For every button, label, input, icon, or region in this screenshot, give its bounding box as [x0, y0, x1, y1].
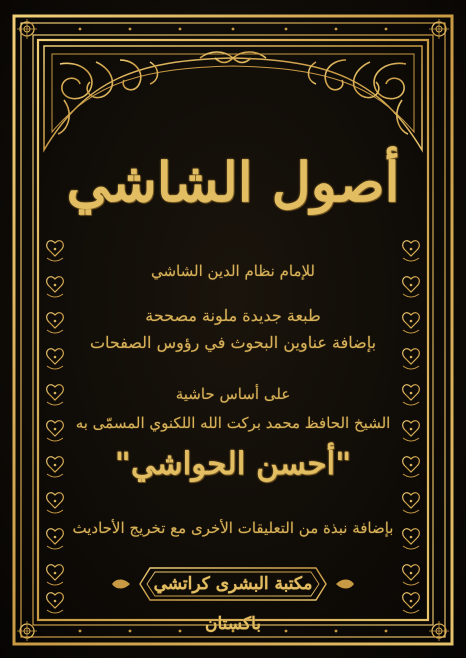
- author-line: للإمام نظام الدين الشاشي: [150, 262, 316, 280]
- outer-frame: [14, 16, 452, 644]
- publisher-name: مكتبة البشرى كراتشي باكستان: [153, 574, 313, 634]
- edition-line: طبعة جديدة ملونة مصححة: [145, 306, 321, 325]
- hashiya-title: "أحسن الحواشي": [114, 446, 352, 482]
- book-title: أصول الشاشي: [66, 150, 400, 214]
- sheikh-line: الشيخ الحافظ محمد بركت الله اللكنوي المسمّى به: [75, 414, 391, 432]
- extra-line: بإضافة نبذة من التعليقات الأخرى مع تخريج الأحاديث: [72, 519, 394, 537]
- arabesque-arch: [17, 19, 449, 641]
- addition-line: بإضافة عناوين البحوث في رؤوس الصفحات: [89, 333, 377, 352]
- publisher-cartouche: [150, 564, 316, 634]
- left-vine-border: [44, 150, 66, 613]
- right-vine-border: [400, 150, 422, 613]
- basis-line: على أساس حاشية: [175, 385, 291, 403]
